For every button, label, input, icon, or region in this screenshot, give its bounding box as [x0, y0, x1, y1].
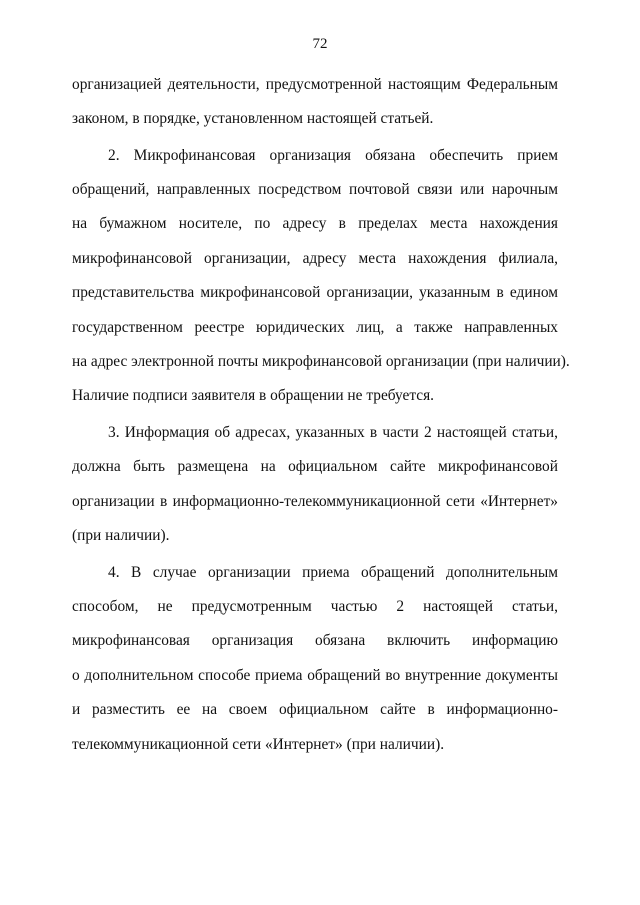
text-line: обращений, направленных посредством почтовой связи или нарочным: [72, 181, 558, 198]
text-line: 3. Информация об адресах, указанных в части 2 настоящей статьи,: [108, 424, 558, 441]
text-line: организацией деятельности, предусмотренной настоящим Федеральным: [72, 76, 558, 93]
text-line: законом, в порядке, установленном настоящей статьей.: [72, 110, 434, 127]
text-line: телекоммуникационной сети «Интернет» (при наличии).: [72, 736, 445, 753]
text-line: представительства микрофинансовой организации, указанным в едином: [72, 284, 558, 301]
text-line: микрофинансовая организация обязана включить информацию: [72, 632, 558, 649]
text-line: Наличие подписи заявителя в обращении не требуется.: [72, 387, 435, 404]
text-line: на адрес электронной почты микрофинансовой организации (при наличии).: [72, 353, 570, 370]
text-line: и разместить ее на своем официальном сайте в информационно-: [72, 701, 558, 718]
text-line: организации в информационно-телекоммуникационной сети «Интернет»: [72, 493, 558, 510]
text-line: микрофинансовой организации, адресу места нахождения филиала,: [72, 250, 558, 267]
text-line: должна быть размещена на официальном сайте микрофинансовой: [72, 458, 558, 475]
text-line: на бумажном носителе, по адресу в пределах места нахождения: [72, 215, 558, 232]
text-line: (при наличии).: [72, 527, 170, 544]
text-line: способом, не предусмотренным частью 2 настоящей статьи,: [72, 598, 558, 615]
text-line: о дополнительном способе приема обращений во внутренние документы: [72, 667, 558, 684]
page-number: 72: [312, 36, 328, 52]
text-line: 2. Микрофинансовая организация обязана обеспечить прием: [108, 147, 558, 164]
text-line: государственном реестре юридических лиц, а также направленных: [72, 319, 558, 336]
text-line: 4. В случае организации приема обращений дополнительным: [108, 564, 558, 581]
